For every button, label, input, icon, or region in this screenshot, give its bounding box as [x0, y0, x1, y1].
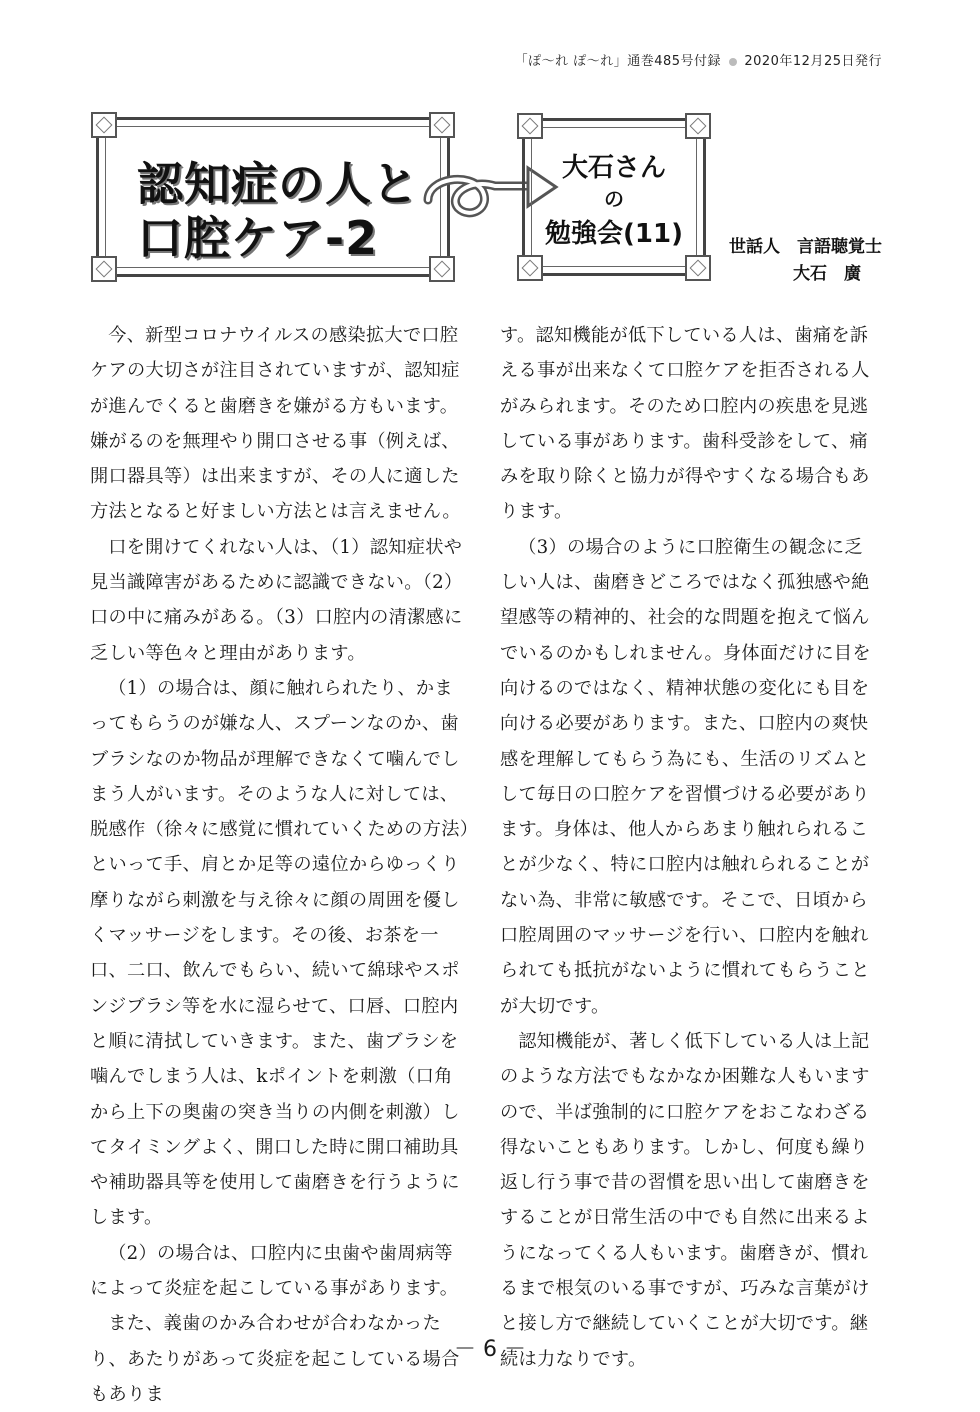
frame-corner-ornament-icon [517, 113, 543, 139]
paragraph: 口を開けてくれない人は、（1）認知症状や見当識障害があるために認識できない。（2）口の中に痛みがある。（3）口腔内の清潔感に乏しい等色々と理由があります。 [90, 536, 463, 664]
author-role: 世話人 言語聴覚士 [729, 237, 882, 257]
frame-corner-ornament-icon [429, 112, 455, 138]
article-title-line-2: 口腔ケア-2 [137, 211, 379, 265]
title-frame [96, 117, 450, 277]
paragraph: 今、新型コロナウイルスの感染拡大で口腔ケアの大切さが注目されていますが、認知症が進んでくると歯磨きを嫌がる方もいます。嫌がるのを無理やり開口させる事（例えば、開口器具等）は出来ますが、その人に適した方法となると好ましい方法とは言えません。 [90, 325, 461, 523]
publication-name: 「ぽ〜れ ぽ〜れ」通巻485号付録 [514, 54, 722, 69]
frame-corner-ornament-icon [685, 255, 711, 281]
paragraph: また、義歯のかみ合わせが合わなかったり、あたりがあって炎症を起こしている場合もありま [90, 1313, 460, 1405]
frame-corner-ornament-icon [517, 255, 543, 281]
publication-date: 2020年12月25日発行 [744, 54, 882, 69]
right-column [500, 318, 880, 1377]
author-name: 大石 廣 [793, 264, 861, 284]
frame-corner-ornament-icon [91, 256, 117, 282]
page-number: － 6 － [454, 1337, 526, 1362]
series-title-line-1: 大石さん [561, 153, 666, 183]
series-frame [522, 118, 706, 276]
publication-header [515, 50, 882, 69]
paragraph: 認知機能が、著しく低下している人は上記のような方法でもなかなか困難な人もいますので、半ば強制的に口腔ケアをおこなわざる得ないこともあります。しかし、何度も繰り返し行う事で昔の習慣を思い出して歯磨きをすることが日常生活の中でも自然に出来るようになってくる人もいます。歯磨きが、慣れるまで根気のいる事ですが、巧みな言葉がけと接し方で継続していくことが大切です。継続は力なりです。 [500, 1030, 870, 1370]
paragraph-continued: す。認知機能が低下している人は、歯痛を訴える事が出来なくて口腔ケアを拒否される人がみられます。そのため口腔内の疾患を見逃している事があります。歯科受診をして、痛みを取り除くと協力が得やすくなる場合もあります。 [500, 325, 870, 523]
paragraph: （3）の場合のように口腔衛生の観念に乏しい人は、歯磨きどころではなく孤独感や絶望感等の精神的、社会的な問題を抱えて悩んでいるのかもしれません。身体面だけに目を向けるのではなく、精神状態の変化にも目を向ける必要があります。また、口腔内の爽快感を理解してもらう為にも、生活のリズムとして毎日の口腔ケアを習慣づける必要があります。身体は、他人からあまり触れられることが少なく、特に口腔内は触れられることがない為、非常に敏感です。そこで、日頃から口腔周囲のマッサージを行い、口腔内を触れられても抵抗がないように慣れてもらうことが大切です。 [500, 536, 871, 1017]
series-title-line-2: の [604, 187, 624, 211]
frame-corner-ornament-icon [91, 112, 117, 138]
frame-corner-ornament-icon [685, 113, 711, 139]
separator-dot-icon [729, 58, 737, 66]
series-title-line-3: 勉強会(11) [545, 219, 683, 249]
article-title-line-1: 認知症の人と [137, 157, 419, 211]
left-column [90, 318, 470, 1412]
frame-corner-ornament-icon [429, 256, 455, 282]
paragraph: （2）の場合は、口腔内に虫歯や歯周病等によって炎症を起こしている事があります。 [90, 1242, 459, 1300]
paragraph: （1）の場合は、顔に触れられたり、かまってもらうのが嫌な人、スプーンなのか、歯ブラシなのか物品が理解できなくて噛んでしまう人がいます。そのような人に対しては、脱感作（徐々に感覚に慣れていくための方法）といって手、肩とか足等の遠位からゆっくり摩りながら刺激を与え徐々に顔の周囲を優しくマッサージをします。その後、お茶を一口、二口、飲んでもらい、続いて綿球やスポンジブラシ等を水に湿らせて、口唇、口腔内と順に清拭していきます。また、歯ブラシを噛んでしまう人は、kポイントを刺激（口角から上下の奥歯の突き当りの内側を刺激）してタイミングよく、開口した時に開口補助具や補助器具等を使用して歯磨きを行うようにします。 [90, 677, 470, 1229]
